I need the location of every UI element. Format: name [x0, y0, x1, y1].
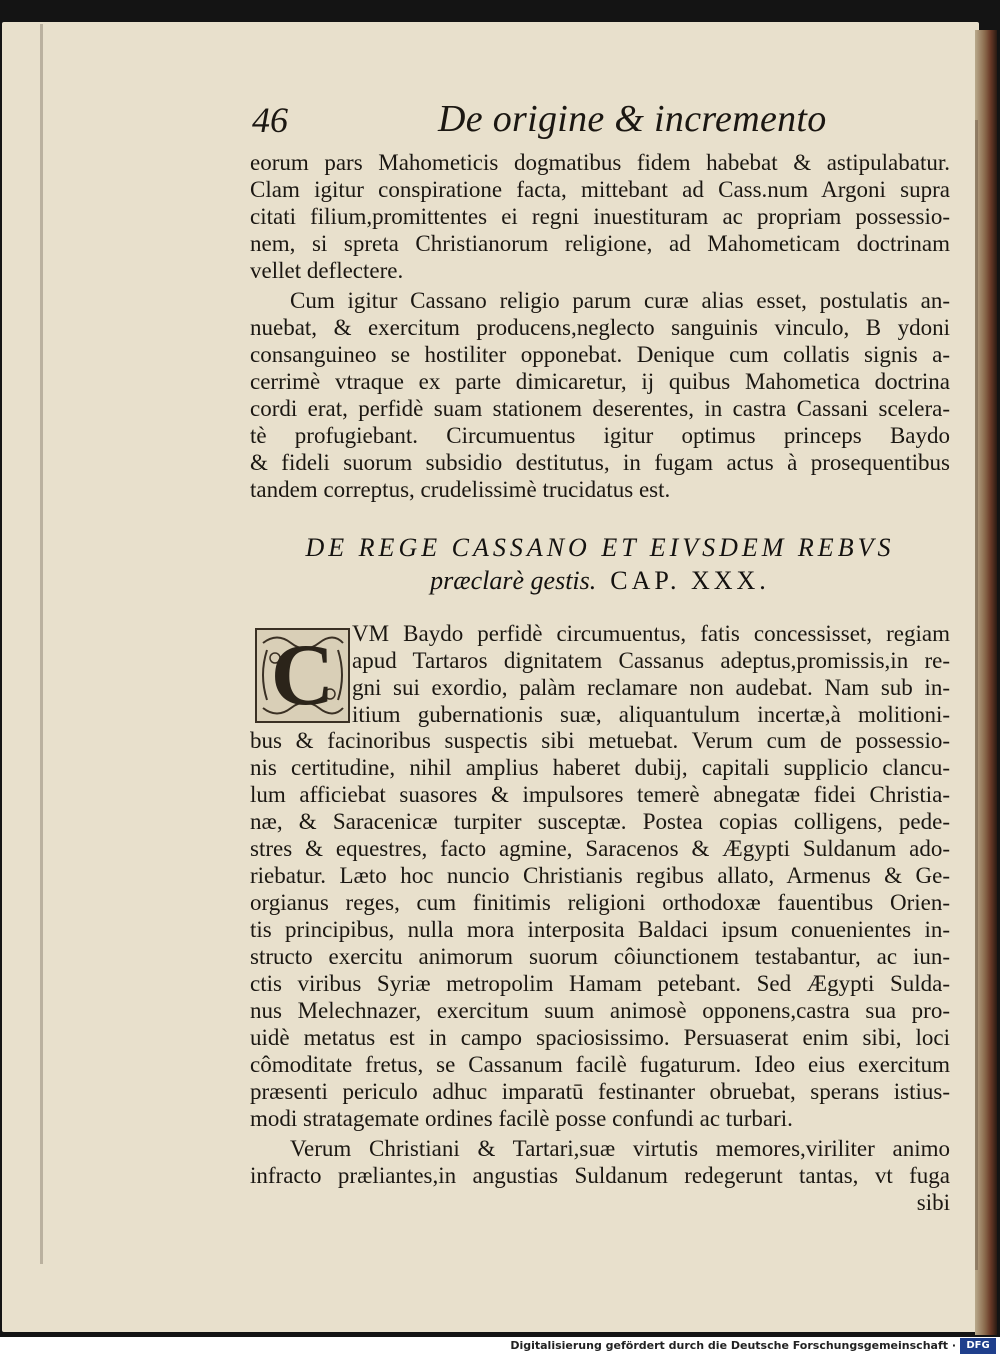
chapter-title: DE REGE CASSANO ET EIVSDEM REBVS	[305, 533, 895, 562]
paragraph-3	[250, 727, 950, 1137]
gutter-shadow	[40, 24, 43, 1264]
text-line: apud Tartaros dignitatem Cassanus adeptus,promissis,in re-	[352, 648, 950, 673]
text-line: riebatur. Læto hoc nuncio Christianis regibus allato, Armenus & Ge-	[250, 863, 950, 888]
text-line: infracto præliantes,in angustias Suldanum redegerunt tantas, vt fuga	[250, 1163, 950, 1188]
text-line: uidè metatus est in campo spaciosissimo. Persuaserat enim sibi, loci	[250, 1025, 950, 1050]
text-line: nis certitudine, nihil amplius haberet dubij, capitali supplicio clancu-	[250, 755, 950, 780]
page-number: 46	[252, 100, 288, 140]
text-line: tis principibus, nulla mora interposita Baldaci ipsum conuenientes in-	[250, 917, 950, 942]
text-line: bus & facinoribus suspectis sibi metuebat. Verum cum de possessio-	[250, 728, 950, 753]
text-line: modi stratagemate ordines facilè posse confundi ac turbari.	[250, 1106, 793, 1131]
paragraph-4	[250, 1135, 950, 1195]
text-line: VM Baydo perfidè circumuentus, fatis concessisset, regiam	[352, 621, 950, 646]
text-line: structo exercitu animorum suorum côiunctionem testabantur, ac iun-	[250, 944, 950, 969]
text-line: nem, si spreta Christianorum religione, ad Mahometicam doctrinam	[250, 231, 950, 256]
text-line: & fideli suorum subsidio destitutus, in fugam actus à prosequentibus	[250, 450, 950, 475]
initial-letter: C	[270, 627, 335, 724]
catchword-row	[250, 1189, 950, 1219]
text-line: ctis viribus Syriæ metropolim Hamam petebant. Sed Ægypti Sulda-	[250, 971, 950, 996]
catchword: sibi	[916, 1190, 950, 1215]
text-line: Cum igitur Cassano religio parum curæ alias esset, postulatis an-	[290, 288, 950, 313]
text-line: cômoditate fretus, se Cassanum facilè fugaturum. Ideo eius exercitum	[250, 1052, 950, 1077]
fore-edge-shadow	[975, 120, 978, 1270]
text-line: citati filium,promittentes ei regni inuestituram ac propriam possessio-	[250, 204, 950, 229]
text-line: Verum Christiani & Tartari,suæ virtutis memores,viriliter animo	[290, 1136, 950, 1161]
text-line: cerrimè vtraque ex parte dimicaretur, ij quibus Mahometica doctrina	[250, 369, 950, 394]
text-line: næ, & Saracenicæ turpiter susceptæ. Postea copias colligens, pede-	[250, 809, 950, 834]
text-line: Clam igitur conspiratione facta, mittebant ad Cass.num Argoni supra	[250, 177, 950, 202]
text-line: cordi erat, perfidè suam stationem deserentes, in castra Cassani scelera-	[250, 396, 950, 421]
paragraph-3-opening	[352, 620, 950, 732]
text-line: tè profugiebant. Circumuentus igitur optimus princeps Baydo	[250, 423, 950, 448]
dfg-logo: DFG	[960, 1338, 996, 1354]
chapter-subtitle	[250, 566, 950, 596]
text-line: tandem correptus, crudelissimè trucidatus est.	[250, 477, 671, 502]
text-line: lum afficiebat suasores & impulsores temerè abnegatæ fidei Christia-	[250, 782, 950, 807]
text-line: vellet deflectere.	[250, 258, 404, 283]
decorated-initial	[255, 628, 350, 723]
text-line: præsenti periculo adhuc imparatū festinanter obruebat, sperans istius-	[250, 1079, 950, 1104]
text-line: consanguineo se hostiliter opponebat. Denique cum collatis signis a-	[250, 342, 950, 367]
text-line: stres & equestres, facto agmine, Saracenos & Ægypti Suldanum ado-	[250, 836, 950, 861]
text-line: gni sui exordio, palàm reclamare non audebat. Nam sub in-	[352, 675, 950, 700]
text-line: eorum pars Mahometicis dogmatibus fidem habebat & astipulabatur.	[250, 150, 950, 175]
text-line: itium gubernationis suæ, aliquantulum incertæ,à molitioni-	[352, 702, 950, 727]
running-head: De origine & incremento	[438, 98, 827, 140]
chapter-heading	[250, 0, 950, 620]
text-line: nuebat, & exercitum producens,neglecto sanguinis vinculo, B ydoni	[250, 315, 950, 340]
text-line: orgianus reges, cum finitimis religioni orthodoxæ fauentibus Orien-	[250, 890, 950, 915]
chapter-subtitle-text: præclarè gestis.	[430, 566, 597, 595]
text-line: nus Melechnazer, exercitum suum animosè opponens,castra sua pro-	[250, 998, 950, 1023]
page-edge	[975, 30, 997, 1335]
funding-credit: Digitalisierung gefördert durch die Deutsche Forschungsgemeinschaft ·	[510, 1339, 956, 1352]
chapter-number: CAP. XXX.	[610, 566, 770, 595]
